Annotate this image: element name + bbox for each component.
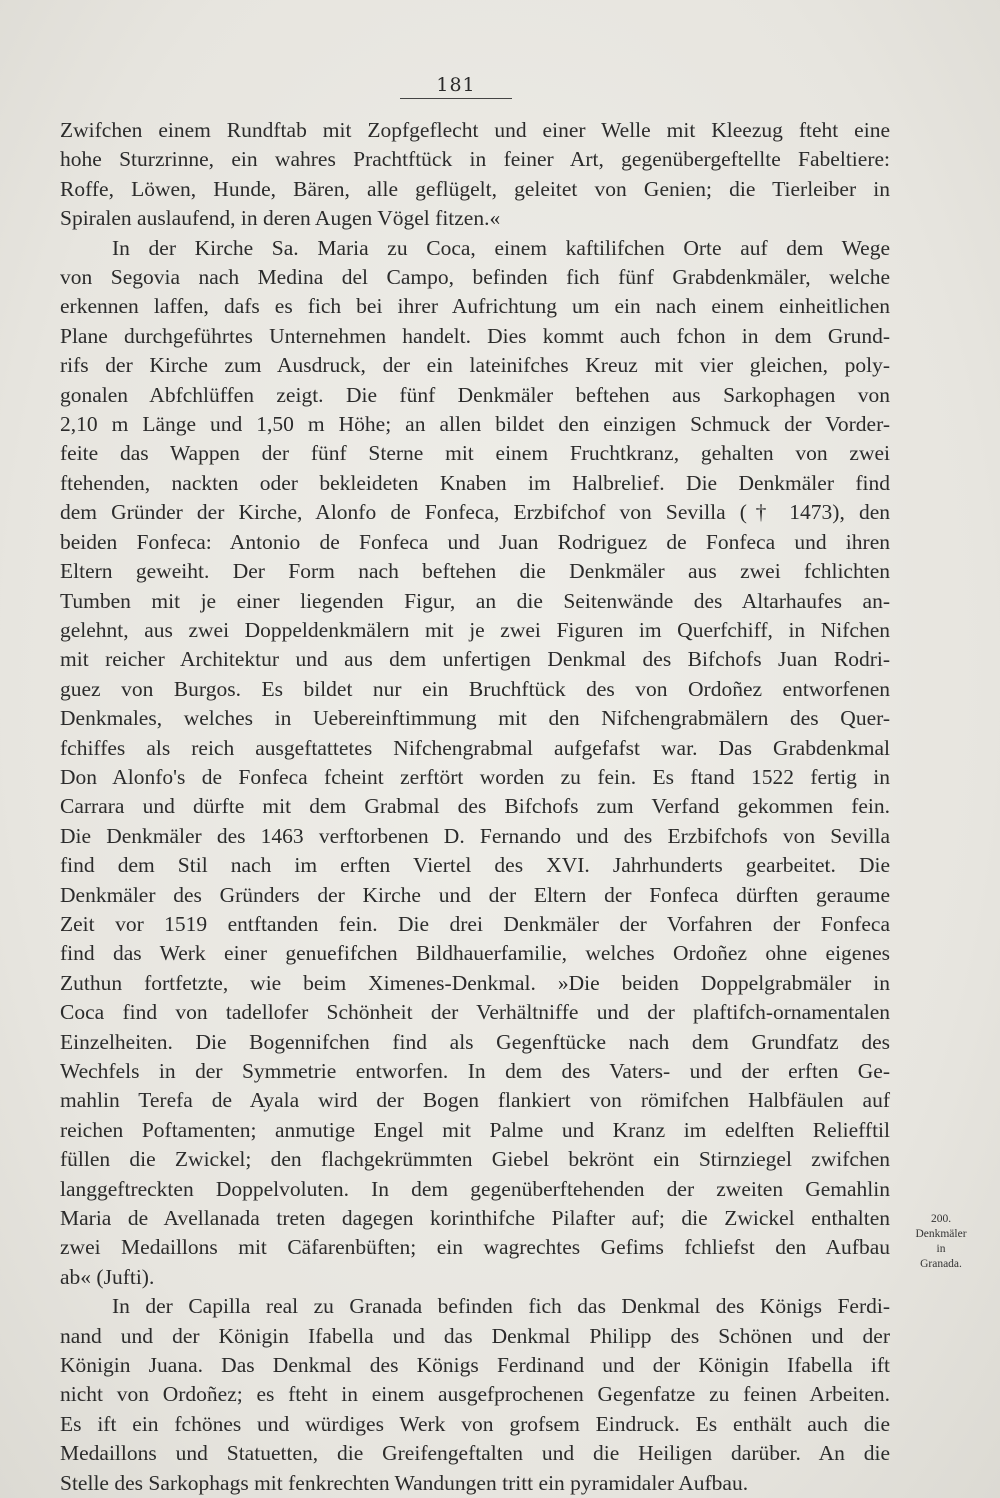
text-line: füllen die Zwickel; den flachgekrümmten Giebel bekrönt ein Stirnziegel zwifchen <box>60 1147 890 1172</box>
text-line: reichen Poftamenten; anmutige Engel mit Palme und Kranz im edelften Reliefftil <box>60 1117 890 1142</box>
text-line: Wechfels in der Symmetrie entworfen. In dem des Vaters- und der erften Ge- <box>60 1059 890 1083</box>
text-line: langgeftreckten Doppelvoluten. In dem gegenüberftehenden der zweiten Gemahlin <box>60 1176 890 1201</box>
text-line: ftehenden, nackten oder bekleideten Knaben im Halbrelief. Die Denkmäler find <box>60 470 890 495</box>
text-line: Stelle des Sarkophags mit fenkrechten Wandungen tritt ein pyramidaler Aufbau. <box>60 1470 749 1495</box>
text-line: Königin Juana. Das Denkmal des Königs Ferdinand und der Königin Ifabella ift <box>60 1353 890 1378</box>
paragraph <box>60 116 890 234</box>
text-line: Es ift ein fchönes und würdiges Werk von grofsem Eindruck. Es enthält auch die <box>60 1411 890 1436</box>
text-line: mit reicher Architektur und aus dem unfertigen Denkmal des Bifchofs Juan Rodri- <box>60 647 890 672</box>
margin-note-line: Granada. <box>920 1258 962 1270</box>
text-line: Coca find von tadellofer Schönheit der Verhältniffe und der plaftifch-ornamentalen <box>60 1000 890 1025</box>
text-line: ab« (Jufti). <box>60 1264 155 1289</box>
page-number: 181 <box>436 74 476 96</box>
text-line: Einzelheiten. Die Bogennifchen find als Gegenftücke nach dem Grundfatz des <box>60 1029 890 1054</box>
text-line: Tumben mit je einer liegenden Figur, an die Seitenwände des Altarhaufes an- <box>60 588 890 613</box>
paragraph <box>60 1292 890 1498</box>
text-line: guez von Burgos. Es bildet nur ein Bruchftück des von Ordoñez entworfenen <box>60 676 890 701</box>
text-line: Medaillons und Statuetten, die Greifengeftalten und die Heiligen darüber. An die <box>60 1441 890 1466</box>
text-line: Die Denkmäler des 1463 verftorbenen D. Fernando und des Erzbifchofs von Sevilla <box>60 823 890 848</box>
text-line: nand und der Königin Ifabella und das Denkmal Philipp des Schönen und der <box>60 1323 890 1348</box>
text-line: Zwifchen einem Rundftab mit Zopfgeflecht und einer Welle mit Kleezug fteht eine <box>60 118 890 142</box>
margin-note <box>896 1212 986 1272</box>
text-line: rifs der Kirche zum Ausdruck, der ein lateinifches Kreuz mit vier gleichen, poly- <box>60 353 890 378</box>
text-line: Plane durchgeführtes Unternehmen handelt. Dies kommt auch fchon in dem Grund- <box>60 323 890 348</box>
text-line: Denkmäler des Gründers der Kirche und der Eltern der Fonfeca dürften geraume <box>60 882 890 907</box>
body-text <box>60 116 890 1498</box>
text-line: In der Capilla real zu Granada befinden fich das Denkmal des Königs Ferdi- <box>112 1294 890 1319</box>
text-line: gonalen Abfchlüffen zeigt. Die fünf Denkmäler beftehen aus Sarkophagen von <box>60 382 890 407</box>
text-line: find dem Stil nach im erften Viertel des XVI. Jahrhunderts gearbeitet. Die <box>60 853 890 878</box>
paragraph <box>60 234 890 1293</box>
text-line: dem Gründer der Kirche, Alonfo de Fonfeca, Erzbifchof von Sevilla († 1473), den <box>60 500 890 525</box>
text-line: find das Werk einer genuefifchen Bildhauerfamilie, welches Ordoñez ohne eigenes <box>60 941 890 966</box>
margin-note-line: Denkmäler <box>915 1228 967 1240</box>
text-line: beiden Fonfeca: Antonio de Fonfeca und Juan Rodriguez de Fonfeca und ihren <box>60 529 890 554</box>
text-line: Eltern geweiht. Der Form nach beftehen die Denkmäler aus zwei fchlichten <box>60 559 890 584</box>
text-line: In der Kirche Sa. Maria zu Coca, einem kaftilifchen Orte auf dem Wege <box>112 235 890 260</box>
text-line: fchiffes als reich ausgeftattetes Nifchengrabmal aufgefafst war. Das Grabdenkmal <box>60 735 890 760</box>
text-line: hohe Sturzrinne, ein wahres Prachtftück in feiner Art, gegenübergeftellte Fabeltiere: <box>60 147 890 172</box>
text-line: zwei Medaillons mit Cäfarenbüften; ein wagrechtes Gefims fchliefst den Aufbau <box>60 1235 890 1260</box>
text-line: 2,10 m Länge und 1,50 m Höhe; an allen bildet den einzigen Schmuck der Vorder- <box>60 412 890 437</box>
margin-note-line: in <box>936 1243 946 1255</box>
text-line: Zeit vor 1519 entftanden fein. Die drei Denkmäler der Vorfahren der Fonfeca <box>60 911 890 936</box>
text-line: mahlin Terefa de Ayala wird der Bogen flankiert von römifchen Halbfäulen auf <box>60 1088 890 1113</box>
text-line: Carrara und dürfte mit dem Grabmal des Bifchofs zum Verfand gekommen fein. <box>60 794 890 819</box>
text-line: Spiralen auslaufend, in deren Augen Vögel fitzen.« <box>60 206 501 231</box>
text-line: von Segovia nach Medina del Campo, befinden fich fünf Grabdenkmäler, welche <box>60 265 890 290</box>
text-line: Roffe, Löwen, Hunde, Bären, alle geflügelt, geleitet von Genien; die Tierleiber in <box>60 176 890 201</box>
text-line: Don Alonfo's de Fonfeca fcheint zerftört worden zu fein. Es ftand 1522 fertig in <box>60 764 890 789</box>
text-line: Maria de Avellanada treten dagegen korinthifche Pilafter auf; die Zwickel enthalten <box>60 1206 890 1231</box>
header-rule <box>400 98 512 99</box>
text-line: erkennen laffen, dafs es fich bei ihrer Aufrichtung um ein nach einem einheitlichen <box>60 294 890 319</box>
text-line: gelehnt, aus zwei Doppeldenkmälern mit je zwei Figuren im Querfchiff, in Nifchen <box>60 617 890 642</box>
text-line: Zuthun fortfetzte, wie beim Ximenes-Denkmal. »Die beiden Doppelgrabmäler in <box>60 970 890 995</box>
margin-note-line: 200. <box>930 1213 952 1225</box>
text-line: Denkmales, welches in Uebereinftimmung mit den Nifchengrabmälern des Quer- <box>60 706 890 731</box>
text-line: feite das Wappen der fünf Sterne mit einem Fruchtkranz, gehalten von zwei <box>60 441 890 466</box>
text-line: nicht von Ordoñez; es fteht in einem ausgefprochenen Gegenfatze zu feinen Arbeiten. <box>60 1382 890 1407</box>
